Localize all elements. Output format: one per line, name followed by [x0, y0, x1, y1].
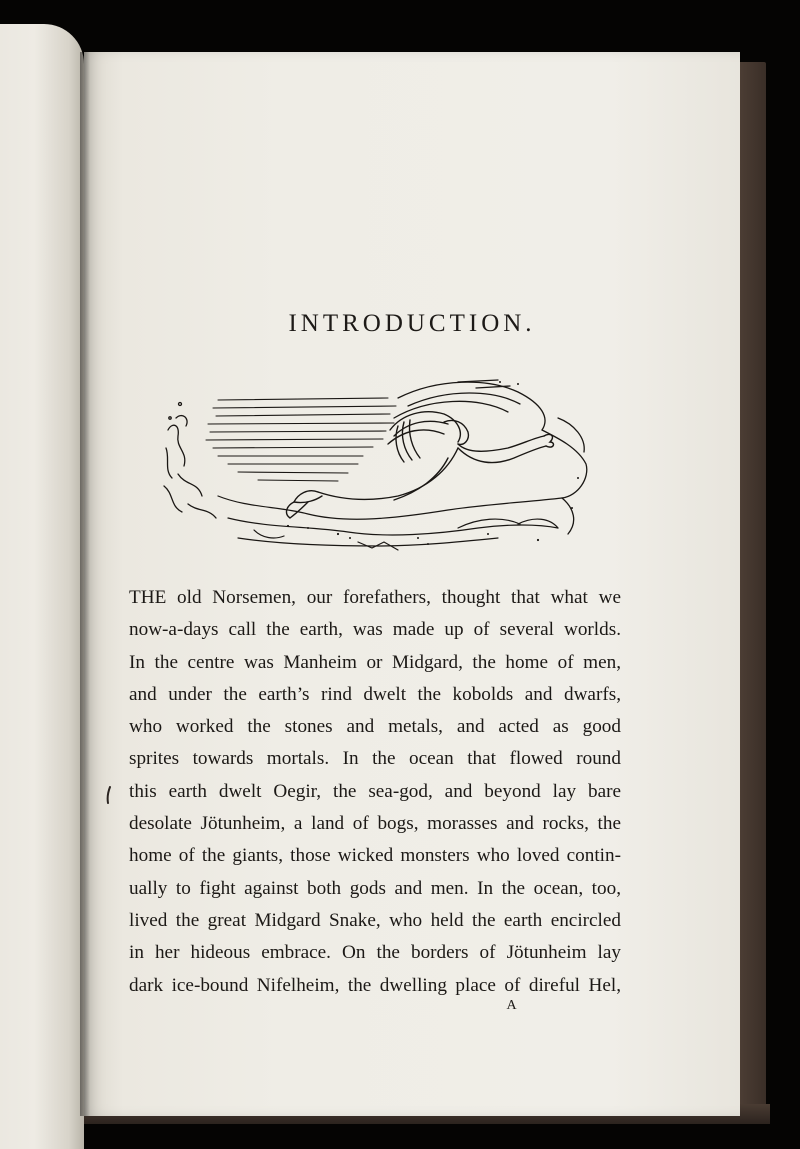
margin-ink-mark	[106, 786, 112, 804]
text-line: In the centre was Manheim or Midgard, the home of men,	[129, 651, 621, 673]
text-line: who worked the stones and metals, and acted as good	[129, 716, 621, 738]
text-line: THE old Norsemen, our forefathers, thought that what we	[129, 587, 621, 608]
text-line: sprites towards mortals. In the ocean that flowed round	[129, 748, 621, 770]
text-line: and under the earth’s rind dwelt the kobolds and dwarfs,	[129, 683, 621, 705]
text-line: lived the great Midgard Snake, who held the earth encircled	[129, 909, 621, 931]
text-line: this earth dwelt Oegir, the sea-god, and beyond lay bare	[129, 780, 621, 802]
page-gutter-shadow	[80, 52, 90, 1116]
mermaid-vignette-illustration	[158, 378, 590, 558]
introduction-paragraph	[129, 582, 621, 1002]
text-line: in her hideous embrace. On the borders of Jötunheim lay	[129, 942, 621, 964]
text-line: home of the giants, those wicked monsters who loved contin-	[129, 845, 621, 867]
text-line: dark ice-bound Nifelheim, the dwelling place of direful Hel,	[129, 974, 621, 996]
signature-mark: A	[506, 998, 518, 1013]
chapter-title: INTRODUCTION.	[288, 310, 536, 337]
left-page-edge	[0, 24, 84, 1149]
text-line: ually to fight against both gods and men. In the ocean, too,	[129, 877, 621, 899]
text-line: desolate Jötunheim, a land of bogs, morasses and rocks, the	[129, 813, 621, 835]
text-line: now-a-days call the earth, was made up of several worlds.	[129, 619, 621, 641]
